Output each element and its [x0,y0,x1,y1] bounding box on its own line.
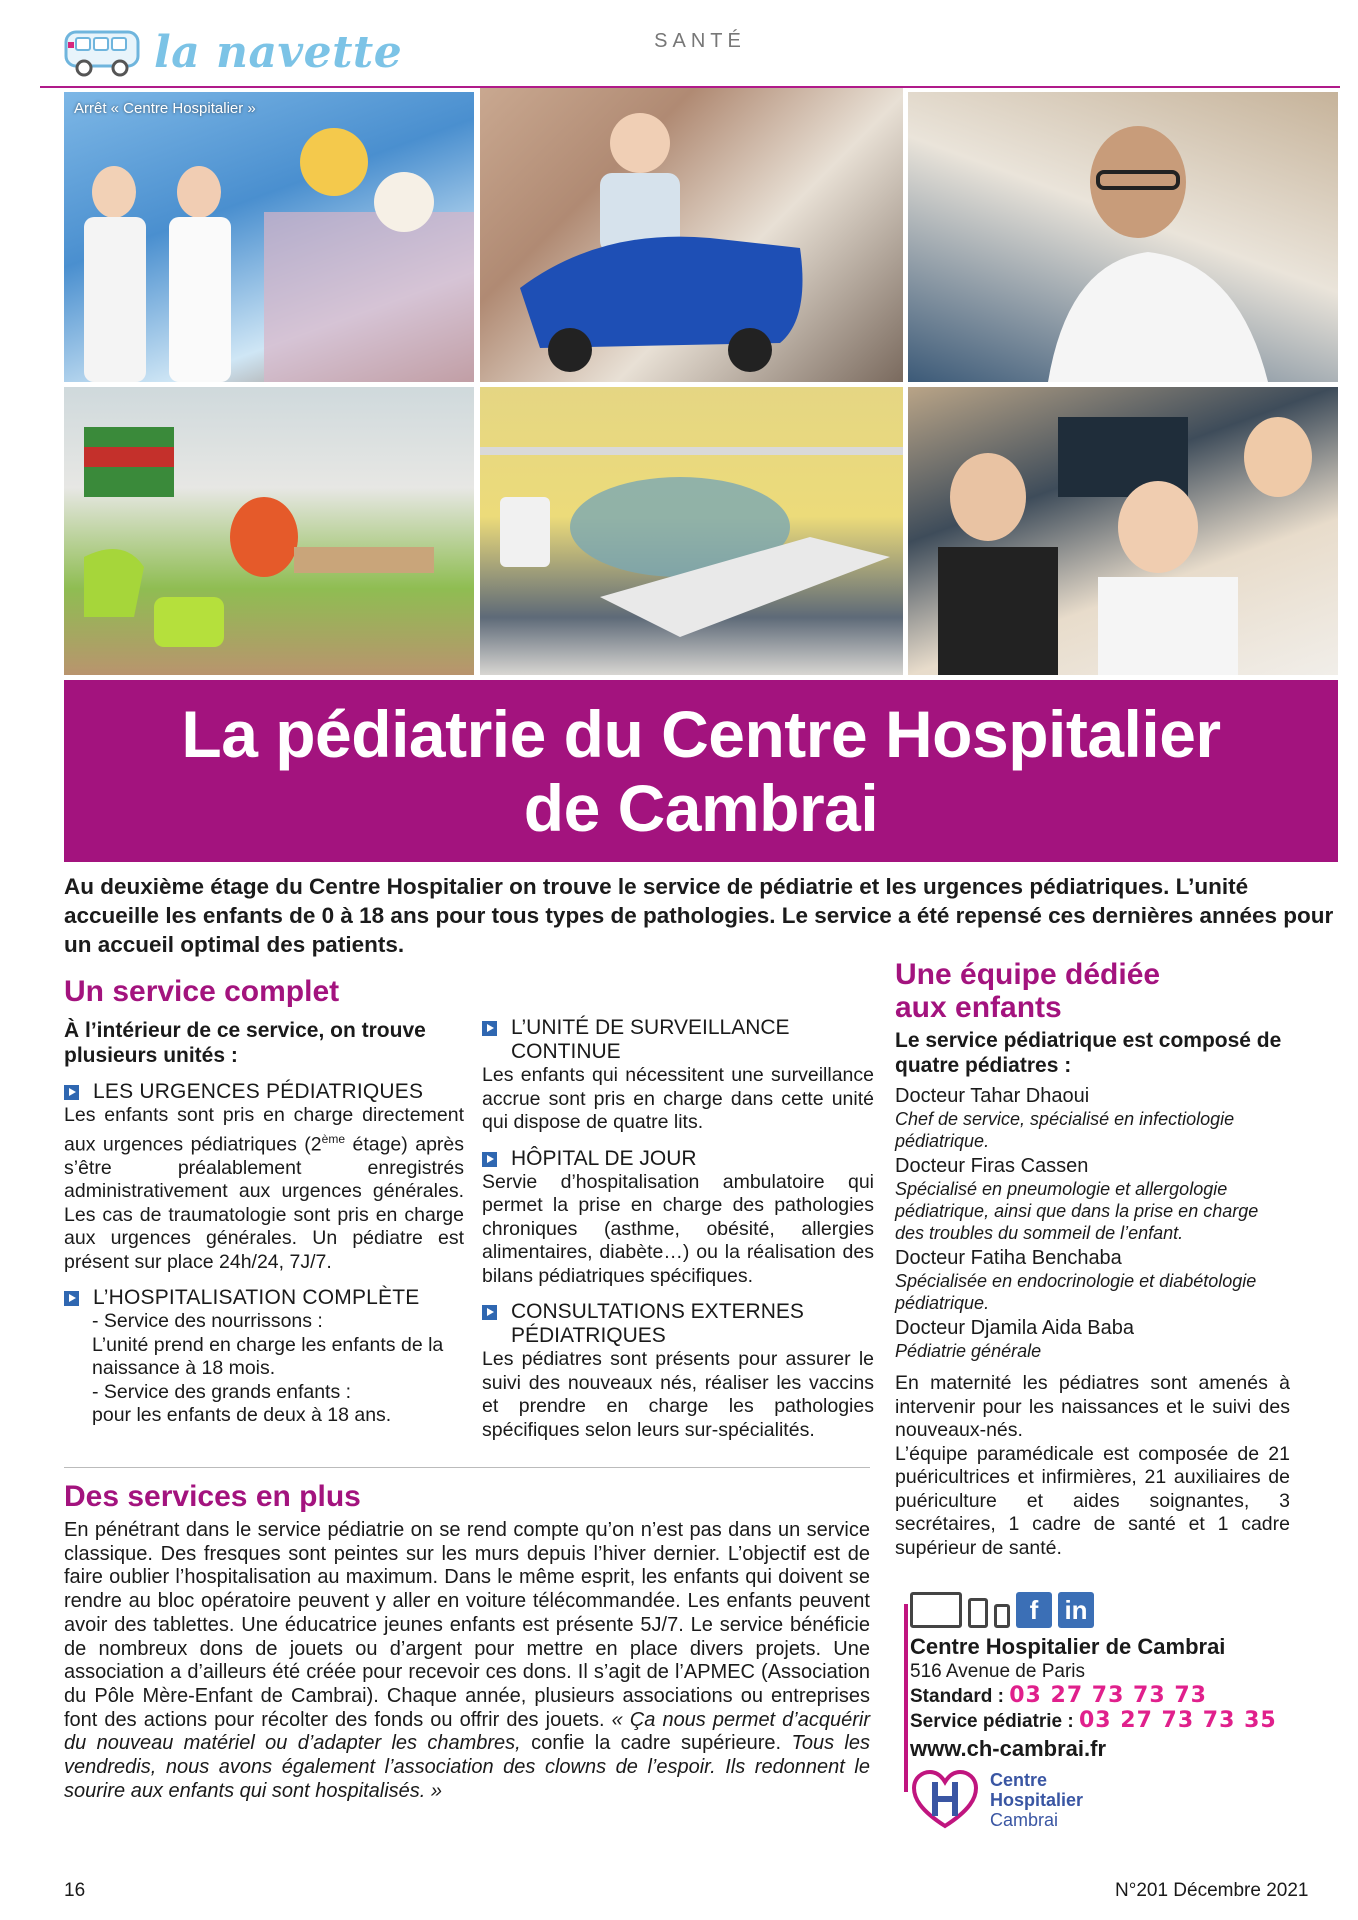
logo-line1: Centre [990,1770,1048,1790]
services-quote-a: « Ça nous permet d’acquérir du nouveau matériel ou d’adapter les chambres, [64,1708,871,1755]
unit-urgences-title: LES URGENCES PÉDIATRIQUES [93,1080,424,1103]
contact-pediatrie [910,1709,1310,1734]
bullet-arrow-icon [482,1152,497,1167]
hosp-line2: L’unité prend en charge les enfants de la naissance à 18 mois. [92,1333,444,1379]
unit-consultations-title [511,1300,804,1348]
phone-icon [994,1604,1010,1628]
brand-name: la navette [154,26,403,78]
bullet-arrow-icon [482,1021,497,1036]
unit-urgences-text [64,1104,464,1274]
unit-urgences-text-a: Les enfants sont pris en charge directement aux urgences pédiatriques (2 [64,1104,464,1155]
unit-consultations [482,1300,874,1348]
unit-consultations-text: Les pédiatres sont présents pour assurer le suivi des nouveaux nés, réaliser les vaccins et prendre en charge les pathologies spécifiques selon leurs sur-spécialités. [482,1348,874,1441]
doctor-illustration [908,92,1338,382]
unit-consultations-title-a: CONSULTATIONS EXTERNES [511,1300,804,1323]
unit-urgences-text-b: étage) après s’être préalablement enregistrés administrativement aux urgences générales. Les cas de traumatologie sont pris en charge aux urgences générales. Un pédiatre est présent sur place 24h/24, 7J/7. [64,1133,465,1273]
linkedin-icon[interactable]: in [1058,1592,1094,1628]
column-service-complet [64,975,464,1428]
bullet-arrow-icon [64,1085,79,1100]
photo-caption: Arrêt « Centre Hospitalier » [74,100,256,117]
photo-playroom [64,387,474,675]
standard-phone[interactable]: 03 27 73 73 73 [1009,1683,1207,1708]
pediatrie-label: Service pédiatrie : [910,1711,1074,1732]
logo-line2: Hospitalier [990,1790,1084,1810]
unit-surveillance-title [511,1016,790,1064]
ordinal-sup: ème [321,1131,345,1146]
standard-label: Standard : [910,1686,1004,1707]
doctor-3: Docteur Fatiha Benchaba [895,1247,1122,1269]
unit-surveillance-title-b: CONTINUE [511,1040,621,1063]
issue-number: N°201 Décembre 2021 [1115,1880,1309,1901]
hospital-logo [910,1770,1310,1830]
playroom-illustration [64,387,474,675]
nurses-illustration [64,92,474,382]
hosp-line1: - Service des nourrissons : [92,1310,323,1332]
doctor-2: Docteur Firas Cassen [895,1155,1089,1177]
maternite-paragraph: En maternité les pédiatres sont amenés à intervenir pour les naissances et le suivi des nouveaux-nés. [895,1372,1290,1441]
doctor-3-spec: Spécialisée en endocrinologie et diabétologie pédiatrique. [895,1271,1257,1313]
services-text-main: En pénétrant dans le service pédiatrie on se rend compte qu’on n’est pas dans un service classique. Des fresques sont peintes sur les murs depuis l’hiver dernier. L’objectif est de faire oublier l’hospitalisation au maximum. Dans le même esprit, les enfants qui doivent se rendre au bloc opératoire peuvent y aller en voiture télécommandée. Les enfants peuvent avoir des tablettes. Une éducatrice jeunes enfants est présente 5J/7. Le service bénéficie de nombreux dons de jouets ou d’argent pour mettre en place divers projets. Une association a d’ailleurs été créée pour recevoir ces dons. Il s’agit de l’APMEC (Association du Pôle Mère-Enfant de Cambrai). Chaque année, plusieurs associations ou entreprises font des actions pour récolter des fonds ou offrir des jouets. [64,1519,870,1731]
photo-child-car [480,88,903,382]
bullet-arrow-icon [482,1305,497,1320]
col3-lead: Le service pédiatrique est composé de quatre pédiatres : [895,1029,1282,1077]
heading-service-complet: Un service complet [64,975,340,1008]
hosp-line3: - Service des grands enfants : [92,1380,352,1403]
section-services-plus [64,1480,870,1803]
contact-address: 516 Avenue de Paris [910,1661,1086,1682]
logo-line3: Cambrai [990,1810,1059,1830]
services-text [64,1519,870,1803]
col1-lead: À l’intérieur de ce service, on trouve plusieurs unités : [64,1019,426,1067]
photo-staff [908,387,1338,675]
unit-surveillance [482,1016,874,1064]
page-title-line1: La pédiatrie du Centre Hospitalier [181,697,1221,771]
services-quote-b: Tous les vendredis, nous avons également l’association des clowns de l’espoir. Ils redonnent le sourire aux enfants qui sont hospitalisés. » [64,1732,871,1802]
doctor-1: Docteur Tahar Dhaoui [895,1085,1090,1107]
intro-paragraph: Au deuxième étage du Centre Hospitalier on trouve le service de pédiatrie et les urgences pédiatriques. L’unité accueille les enfants de 0 à 18 ans pour tous types de pathologies. Le service a été repensé ces dernières années pour un accueil optimal des patients. [64,874,1334,957]
doctor-1-spec: Chef de service, spécialisé en infectiologie pédiatrique. [895,1109,1235,1151]
contact-standard [910,1684,1310,1709]
heading-equipe-a: Une équipe dédiée [895,958,1161,991]
heart-h-logo-icon [910,1770,980,1830]
unit-hopital-jour-text: Servie d’hospitalisation ambulatoire qui permet la prise en charge des pathologies chroniques (asthme, obésité, allergies alimentaires, diabète…) ou la réalisation des bilans pédiatriques spécifiques. [482,1170,874,1287]
website-link[interactable]: www.ch-cambrai.fr [910,1736,1107,1761]
services-quote-mid: confie la cadre supérieure. [520,1732,792,1755]
section-divider [64,1467,870,1468]
child-car-illustration [480,88,903,382]
unit-hopital-jour [482,1147,874,1171]
title-banner [64,680,1338,862]
heading-services-plus: Des services en plus [64,1480,361,1513]
page-title-line2: de Cambrai [523,771,879,845]
column-equipe [895,958,1290,1560]
laptop-icon [910,1592,962,1628]
doctor-2-spec: Spécialisé en pneumologie et allergologie pédiatrique, ainsi que dans la prise en charge des troubles du sommeil de l’enfant. [895,1179,1259,1243]
unit-hopital-jour-title: HÔPITAL DE JOUR [511,1146,697,1170]
pediatrie-phone[interactable]: 03 27 73 73 35 [1078,1708,1277,1733]
bus-icon [62,26,146,78]
facebook-icon[interactable]: f [1016,1592,1052,1628]
photo-exam-room [480,387,903,675]
brand [62,26,402,78]
staff-illustration [908,387,1338,675]
heading-equipe-b: aux enfants [895,991,1062,1024]
exam-room-illustration [480,387,903,675]
unit-surveillance-title-a: L’UNITÉ DE SURVEILLANCE [511,1016,790,1039]
contact-name: Centre Hospitalier de Cambrai [910,1634,1226,1659]
unit-urgences [64,1080,464,1104]
paramedical-paragraph: L’équipe paramédicale est composée de 21 puéricultrices et infirmières, 21 auxiliaires de puériculture et aides soignantes, 3 secrétaires, 1 cadre de santé et 1 cadre supérieur de santé. [895,1442,1290,1559]
tablet-icon [968,1598,988,1628]
photo-nurses [64,92,474,382]
unit-consultations-title-b: PÉDIATRIQUES [511,1324,666,1347]
logo-text [990,1770,1083,1830]
page-number: 16 [64,1880,86,1901]
contact-icons [910,1592,1310,1628]
unit-hospitalisation-title: L’HOSPITALISATION COMPLÈTE [93,1286,420,1309]
contact-block [910,1592,1310,1830]
doctor-4-spec: Pédiatrie générale [895,1341,1042,1361]
photo-doctor [908,92,1338,382]
doctor-4: Docteur Djamila Aida Baba [895,1317,1135,1339]
unit-surveillance-text: Les enfants qui nécessitent une surveillance accrue sont pris en charge dans cette unité qui dispose de quatre lits. [482,1064,874,1133]
contact-accent-bar [904,1604,908,1792]
bullet-arrow-icon [64,1291,79,1306]
section-label: SANTÉ [654,30,746,52]
column-units [482,1016,874,1442]
hosp-line4: pour les enfants de deux à 18 ans. [92,1404,392,1426]
unit-hospitalisation [64,1286,464,1310]
